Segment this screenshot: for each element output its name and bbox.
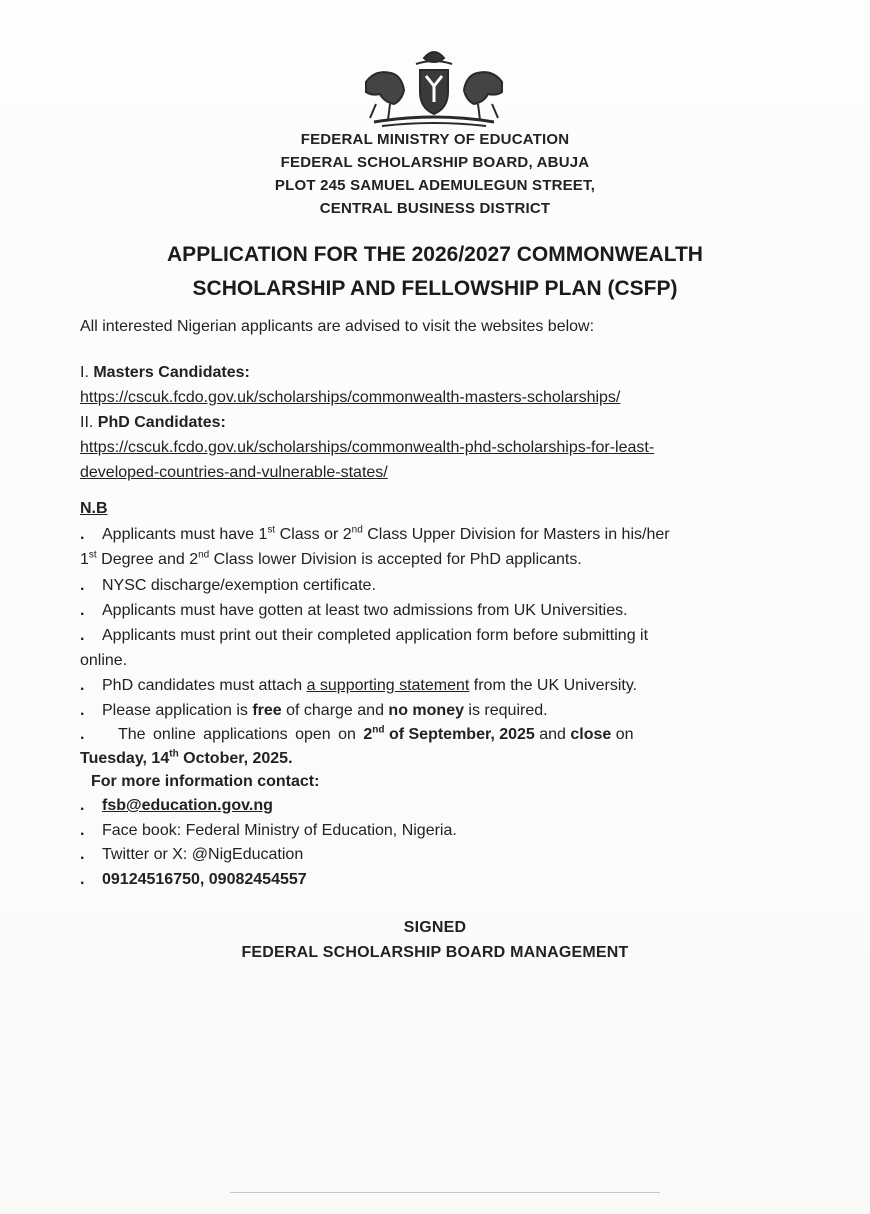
signatory-org: FEDERAL SCHOLARSHIP BOARD MANAGEMENT — [241, 944, 629, 961]
bullet: . — [80, 577, 85, 594]
text: and — [534, 726, 571, 743]
close-date-rest: October, 2025. — [178, 750, 293, 767]
phd-heading — [80, 414, 226, 432]
bullet: . — [80, 677, 85, 694]
text: Applicants must print out their completed application form before submitting it — [102, 627, 649, 644]
intro-text: All interested Nigerian applicants are advised to visit the websites below: — [80, 318, 595, 335]
phd-numeral: II. — [80, 414, 94, 431]
signed-label: SIGNED — [403, 919, 467, 936]
open-date-rest: of September, 2025 — [384, 726, 535, 743]
bullet: . — [80, 526, 85, 543]
address-line: PLOT 245 SAMUEL ADEMULEGUN STREET, — [274, 177, 596, 194]
no-money-text: no money — [388, 702, 464, 719]
email-link[interactable]: fsb@education.gov.ng — [102, 797, 273, 814]
phd-label: PhD Candidates: — [97, 414, 226, 431]
text: Please application is — [102, 702, 253, 719]
free-text: free — [252, 702, 282, 719]
nb-item-6 — [80, 702, 548, 720]
text: Applicants must have 1 — [102, 526, 268, 543]
sup: nd — [198, 549, 210, 561]
close-date: Tuesday, 14 — [80, 750, 170, 767]
phd-link-line2[interactable]: developed-countries-and-vulnerable-states/ — [80, 464, 388, 481]
phd-link-line1[interactable]: https://cscuk.fcdo.gov.uk/scholarships/commonwealth-phd-scholarships-for-least- — [80, 439, 655, 456]
ministry-name: FEDERAL MINISTRY OF EDUCATION — [300, 131, 570, 148]
masters-numeral: I. — [80, 364, 89, 381]
text: Class or 2 — [275, 526, 352, 543]
sup: nd — [372, 724, 385, 736]
text: PhD candidates must attach — [102, 677, 307, 694]
page-divider — [230, 1192, 660, 1193]
sup: st — [88, 549, 97, 561]
bullet: . — [80, 627, 85, 644]
text: Class lower Division is accepted for PhD applicants. — [209, 551, 582, 568]
nb-item-7-line1 — [80, 726, 796, 744]
text: Face book: Federal Ministry of Education, Nigeria. — [102, 822, 457, 839]
bullet: . — [80, 822, 85, 839]
phone-numbers: 09124516750, 09082454557 — [102, 871, 307, 888]
text: on — [611, 726, 634, 743]
bullet: . — [80, 702, 85, 719]
bullet: . — [80, 797, 85, 814]
nb-item-4-line2: online. — [80, 652, 128, 669]
text: is required. — [463, 702, 548, 719]
bullet: . — [80, 602, 85, 619]
bullet: . — [80, 726, 85, 743]
sup: nd — [351, 524, 363, 536]
nb-heading: N.B — [80, 500, 108, 517]
text: The online applications open on — [118, 726, 364, 743]
masters-heading — [80, 364, 250, 382]
supporting-statement-link[interactable]: a supporting statement — [306, 677, 470, 694]
masters-link[interactable]: https://cscuk.fcdo.gov.uk/scholarships/commonwealth-masters-scholarships/ — [80, 389, 621, 406]
text: 1 — [80, 551, 89, 568]
sup: st — [267, 524, 276, 536]
contact-heading: For more information contact: — [91, 773, 320, 790]
bullet: . — [80, 846, 85, 863]
masters-label: Masters Candidates: — [93, 364, 250, 381]
text: Class Upper Division for Masters in his/her — [362, 526, 670, 543]
nb-item-7-line2 — [80, 750, 293, 768]
district-line: CENTRAL BUSINESS DISTRICT — [319, 200, 551, 217]
text: Twitter or X: @NigEducation — [102, 846, 304, 863]
nb-item-1-line1 — [80, 526, 670, 544]
nb-item-4-line1 — [80, 627, 648, 645]
board-name: FEDERAL SCHOLARSHIP BOARD, ABUJA — [280, 154, 590, 171]
bullet: . — [80, 871, 85, 888]
nb-item-5 — [80, 677, 637, 695]
close-text: close — [570, 726, 612, 743]
open-date: 2 — [363, 726, 373, 743]
sup: th — [169, 748, 179, 760]
text: of charge and — [281, 702, 389, 719]
text: from the UK University. — [469, 677, 638, 694]
document-title-line1: APPLICATION FOR THE 2026/2027 COMMONWEALTH — [167, 243, 703, 266]
contact-email — [80, 797, 273, 815]
contact-twitter — [80, 846, 303, 864]
nb-item-3 — [80, 602, 628, 620]
document-title-line2: SCHOLARSHIP AND FELLOWSHIP PLAN (CSFP) — [192, 277, 678, 300]
nb-item-2 — [80, 577, 376, 595]
text: Applicants must have gotten at least two admissions from UK Universities. — [102, 602, 628, 619]
nb-item-1-line2 — [80, 551, 582, 569]
contact-phones — [80, 871, 307, 889]
contact-facebook — [80, 822, 457, 840]
coat-of-arms-emblem — [346, 44, 522, 130]
text: Degree and 2 — [96, 551, 199, 568]
text: NYSC discharge/exemption certificate. — [102, 577, 376, 594]
